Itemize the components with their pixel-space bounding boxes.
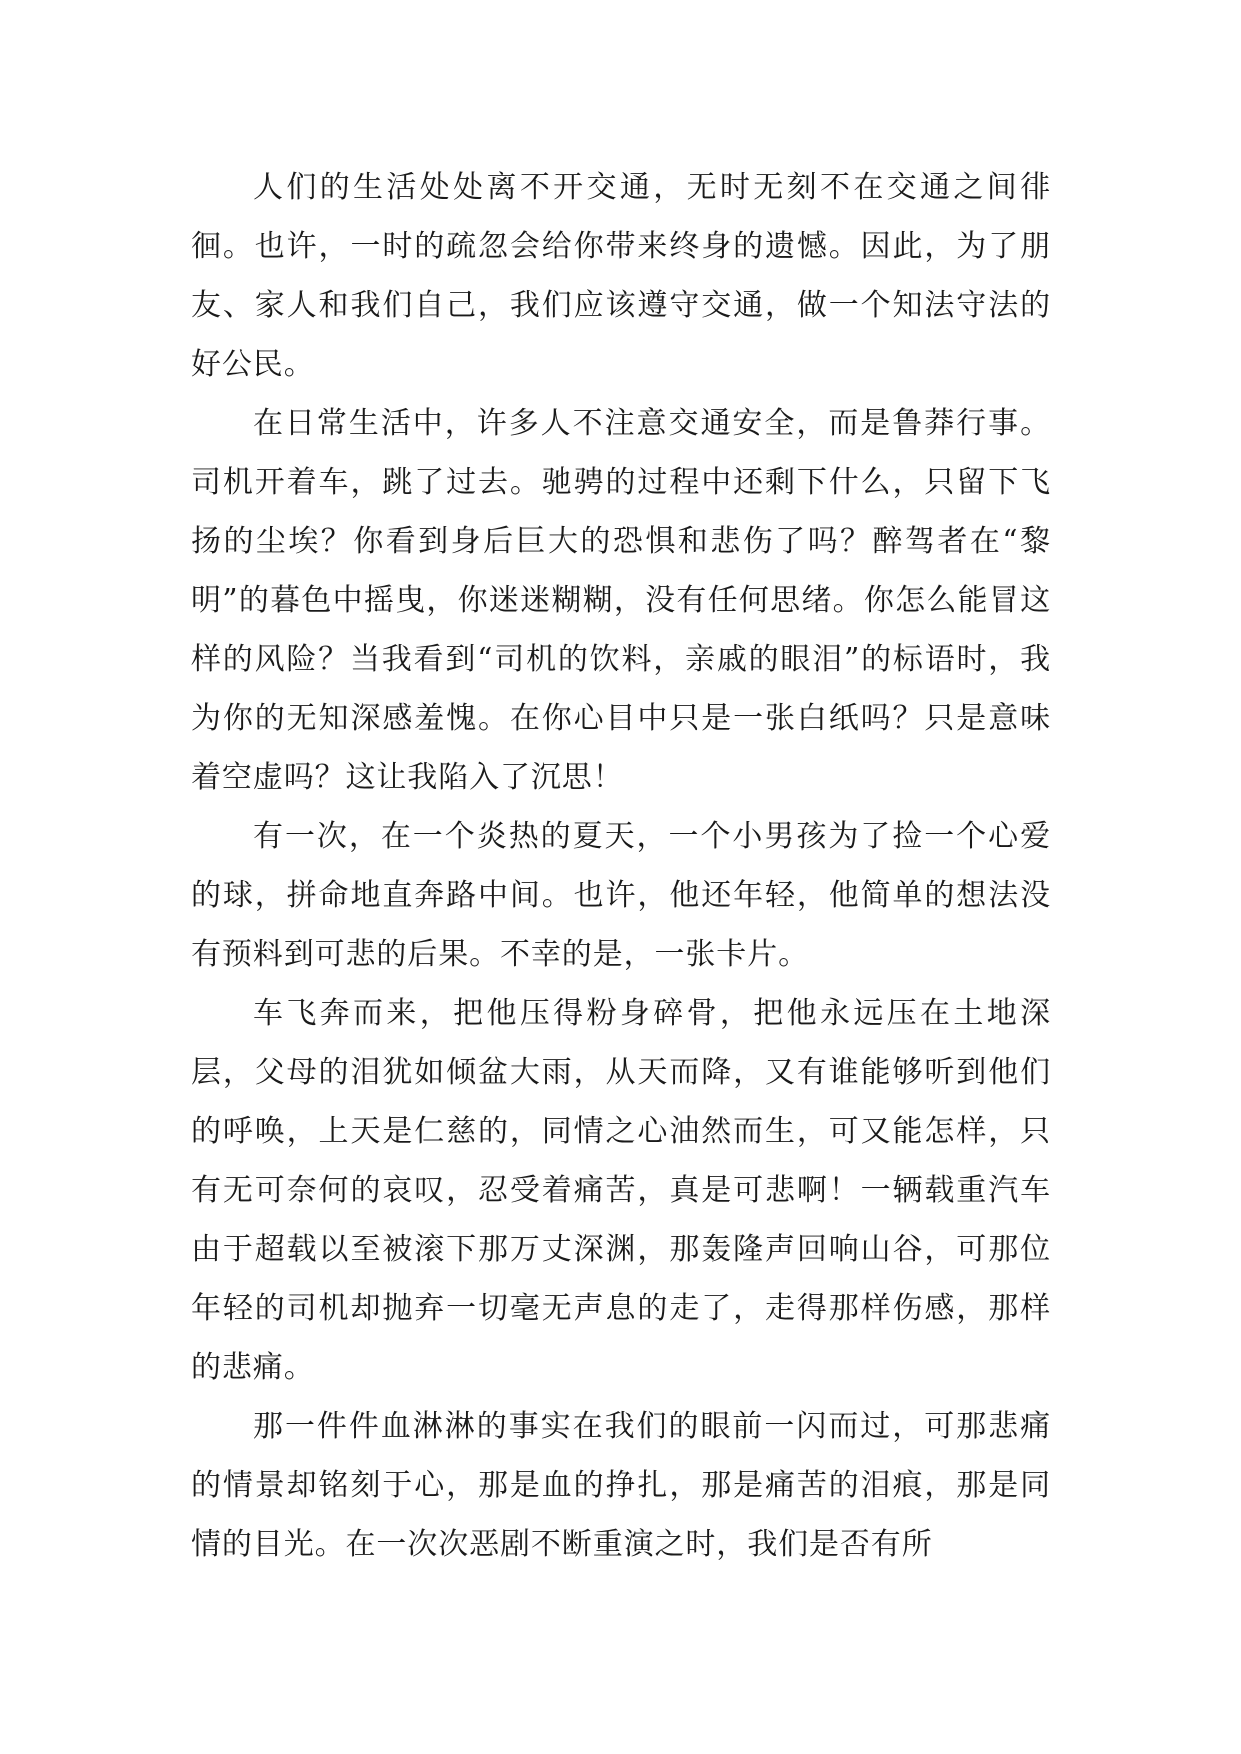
paragraph-1: 人们的生活处处离不开交通，无时无刻不在交通之间徘徊。也许，一时的疏忽会给你带来终身的遗憾。因此，为了朋友、家人和我们自己，我们应该遵守交通，做一个知法守法的好公民。 xyxy=(191,170,1051,382)
paragraph-4: 车飞奔而来，把他压得粉身碎骨，把他永远压在土地深层，父母的泪犹如倾盆大雨，从天而降，又有谁能够听到他们的呼唤，上天是仁慈的，同情之心油然而生，可又能怎样，只有无可奈何的哀叹，忍受着痛苦，真是可悲啊！一辆载重汽车由于超载以至被滚下那万丈深渊，那轰隆声回响山谷，可那位年轻的司机却抛弃一切毫无声息的走了，走得那样伤感，那样的悲痛。 xyxy=(191,996,1051,1385)
document-body xyxy=(191,158,1051,1574)
paragraph-2: 在日常生活中，许多人不注意交通安全，而是鲁莽行事。司机开着车，跳了过去。驰骋的过程中还剩下什么，只留下飞扬的尘埃？你看到身后巨大的恐惧和悲伤了吗？醉驾者在“黎明”的暮色中摇曳，你迷迷糊糊，没有任何思绪。你怎么能冒这样的风险？当我看到“司机的饮料，亲戚的眼泪”的标语时，我为你的无知深感羞愧。在你心目中只是一张白纸吗？只是意味着空虚吗？这让我陷入了沉思！ xyxy=(191,406,1051,795)
paragraph-3: 有一次，在一个炎热的夏天，一个小男孩为了捡一个心爱的球，拼命地直奔路中间。也许，他还年轻，他简单的想法没有预料到可悲的后果。不幸的是，一张卡片。 xyxy=(191,819,1051,972)
paragraph-5: 那一件件血淋淋的事实在我们的眼前一闪而过，可那悲痛的情景却铭刻于心，那是血的挣扎，那是痛苦的泪痕，那是同情的目光。在一次次恶剧不断重演之时，我们是否有所 xyxy=(191,1409,1051,1562)
